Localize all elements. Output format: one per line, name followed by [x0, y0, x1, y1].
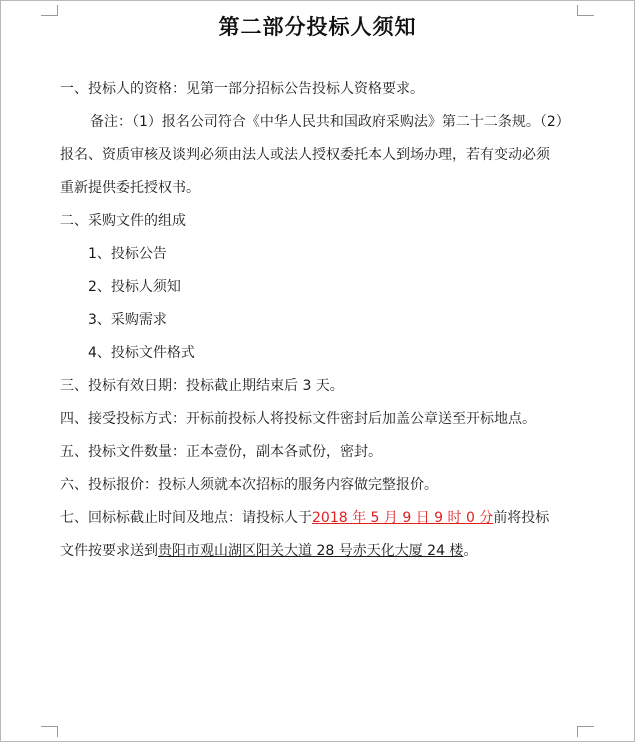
section-quote: 六、投标报价：投标人须就本次招标的服务内容做完整报价。 — [60, 477, 438, 493]
section-deadline-address — [60, 540, 600, 573]
deadline-datetime: 2018 年 5 月 9 日 9 时 0 分 — [312, 510, 494, 526]
address-end: 。 — [463, 543, 478, 559]
list-item: 2、投标人须知 — [88, 279, 181, 295]
list-item: 4、投标文件格式 — [88, 345, 195, 361]
page-corner-mark — [577, 726, 594, 737]
section-documents: 二、采购文件的组成 — [60, 213, 186, 229]
section-qualification: 一、投标人的资格：见第一部分招标公告投标人资格要求。 — [60, 81, 424, 97]
list-item: 1、投标公告 — [88, 246, 167, 262]
note-line: 报名、资质审核及谈判必须由法人或法人授权委托本人到场办理，若有变动必须 — [60, 147, 550, 163]
address-prefix: 文件按要求送到 — [60, 543, 158, 559]
list-item: 3、采购需求 — [88, 312, 167, 328]
deadline-suffix: 前将投标 — [493, 510, 550, 526]
deadline-prefix: 七、回标标截止时间及地点：请投标人于 — [60, 510, 312, 526]
note-line: 备注：（1）报名公司符合《中华人民共和国政府采购法》第二十二条规。（2） — [90, 114, 570, 130]
section-deadline — [60, 507, 600, 540]
section-submission: 四、接受投标方式：开标前投标人将投标文件密封后加盖公章送至开标地点。 — [60, 411, 536, 427]
note-line: 重新提供委托授权书。 — [60, 180, 200, 196]
submission-address: 贵阳市观山湖区阳关大道 28 号赤天化大厦 24 楼 — [158, 543, 464, 559]
document-body — [60, 78, 600, 573]
section-validity: 三、投标有效日期：投标截止期结束后 3 天。 — [60, 378, 344, 394]
document-title: 第二部分投标人须知 — [218, 14, 417, 39]
page-corner-mark — [41, 726, 58, 737]
section-copies: 五、投标文件数量：正本壹份，副本各贰份，密封。 — [60, 444, 382, 460]
